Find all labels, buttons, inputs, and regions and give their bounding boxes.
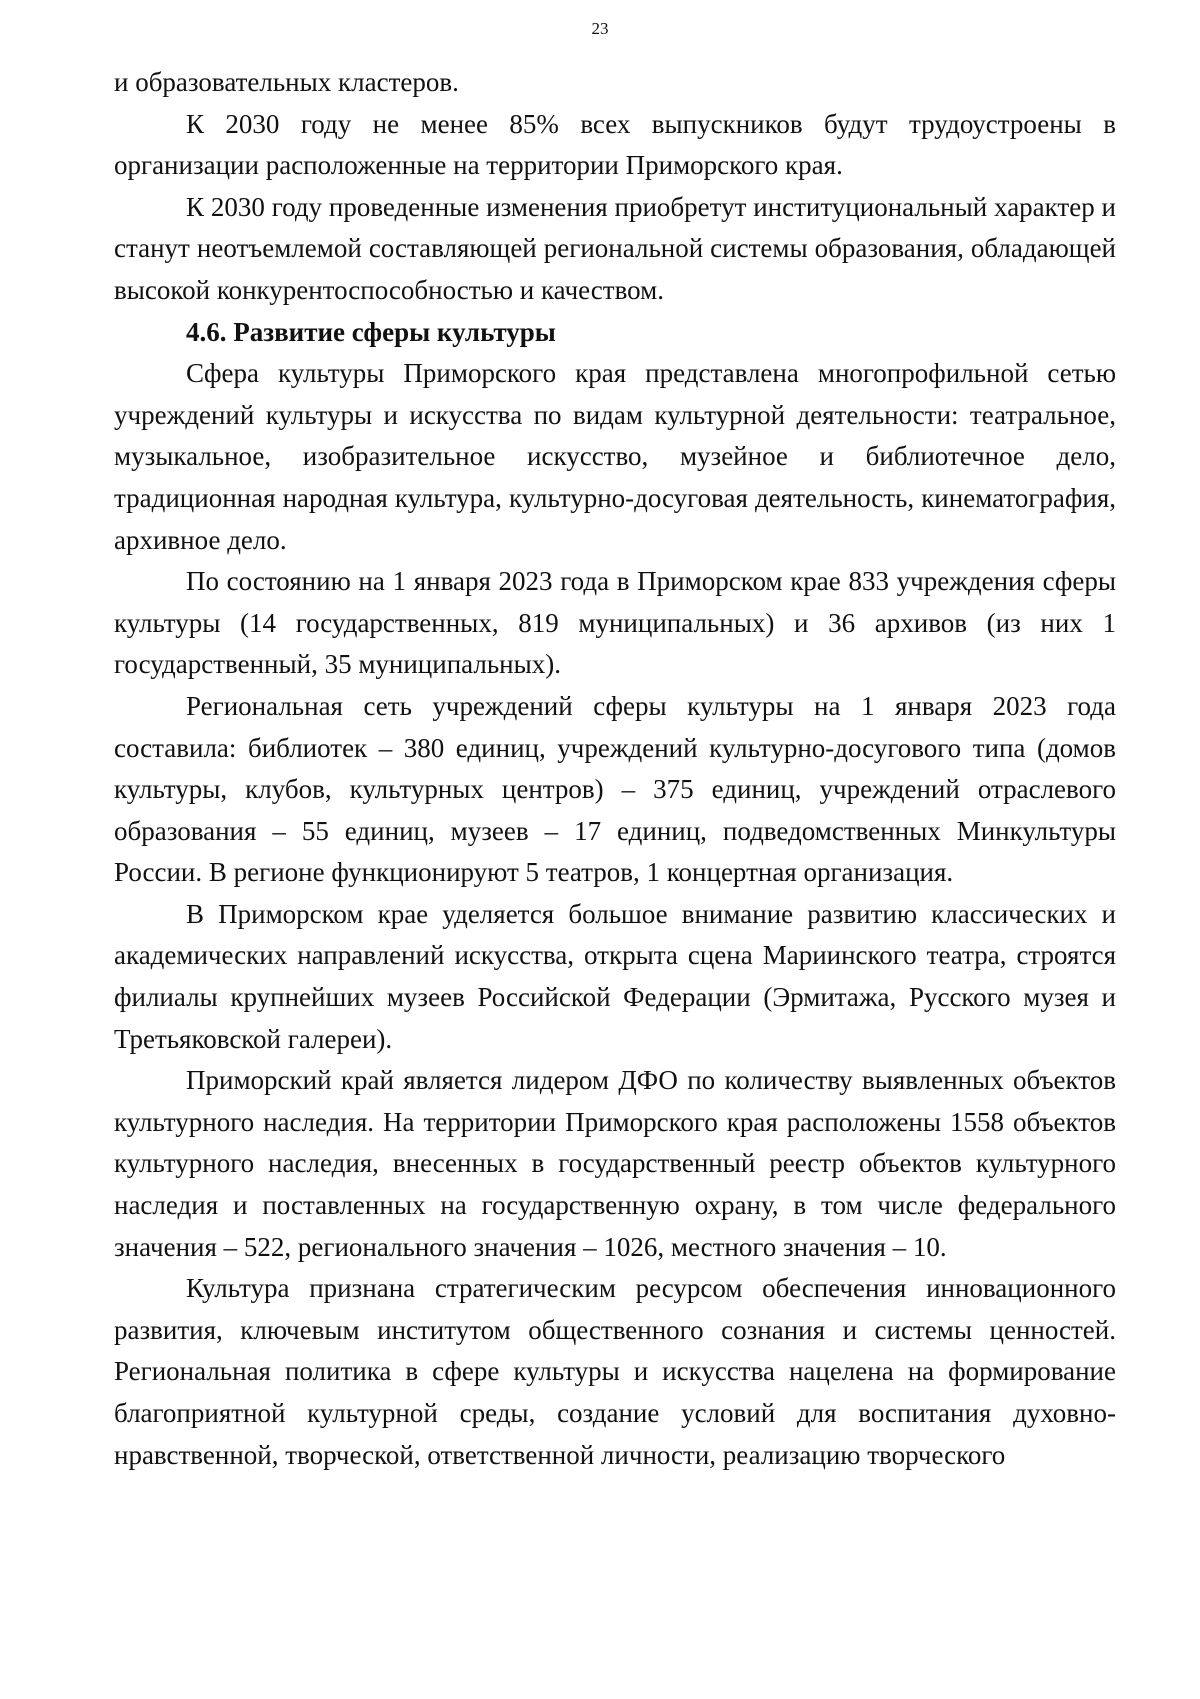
paragraph-institutional-changes: К 2030 году проведенные изменения приобретут институциональный характер и станут неотъемлемой составляющей региональной системы образования, обладающей высокой конкурентоспособностью и качеством. [114, 191, 1116, 305]
section-heading: 4.6. Развитие сферы культуры [186, 316, 556, 347]
body-text [114, 62, 1116, 1476]
paragraph-culture-sphere: Сфера культуры Приморского края представлена многопрофильной сетью учреждений культуры и искусства по видам культурной деятельности: театральное, музыкальное, изобразительное искусство, музейное и библиотечное дело, традиционная народная культура, культурно-досуговая деятельность, кинематография, архивное дело. [114, 358, 1116, 555]
page-number: 23 [591, 19, 609, 38]
paragraph-cultural-heritage: Приморский край является лидером ДФО по количеству выявленных объектов культурного наследия. На территории Приморского края расположены 1558 объектов культурного наследия, внесенных в государственный реестр объектов культурного наследия и поставленных на государственную охрану, в том числе федерального значения – 522, регионального значения – 1026, местного значения – 10. [114, 1065, 1116, 1262]
paragraph-continuation: и образовательных кластеров. [114, 67, 459, 97]
paragraph-classical-arts: В Приморском крае уделяется большое внимание развитию классических и академических направлений искусства, открыта сцена Мариинского театра, строятся филиалы крупнейших музеев Российской Федерации (Эрмитажа, Русского музея и Третьяковской галереи). [114, 898, 1116, 1054]
paragraph-institutions-count: По состоянию на 1 января 2023 года в Приморском крае 833 учреждения сферы культуры (14 государственных, 819 муниципальных) и 36 архивов (из них 1 государственный, 35 муниципальных). [114, 566, 1116, 680]
paragraph-regional-network: Региональная сеть учреждений сферы культуры на 1 января 2023 года составила: библиотек – 380 единиц, учреждений культурно-досугового типа (домов культуры, клубов, культурных центров) – 375 единиц, учреждений отраслевого образования – 55 единиц, музеев – 17 единиц, подведомственных Минкультуры России. В регионе функционируют 5 театров, 1 концертная организация. [114, 690, 1116, 888]
paragraph-strategic-resource: Культура признана стратегическим ресурсом обеспечения инновационного развития, ключевым институтом общественного сознания и системы ценностей. Региональная политика в сфере культуры и искусства нацелена на формирование благоприятной культурной среды, создание условий для воспитания духовно-нравственной, творческой, ответственной личности, реализацию творческого [114, 1273, 1116, 1470]
paragraph-graduates-employment: К 2030 году не менее 85% всех выпускников будут трудоустроены в организации расположенные на территории Приморского края. [114, 108, 1116, 181]
